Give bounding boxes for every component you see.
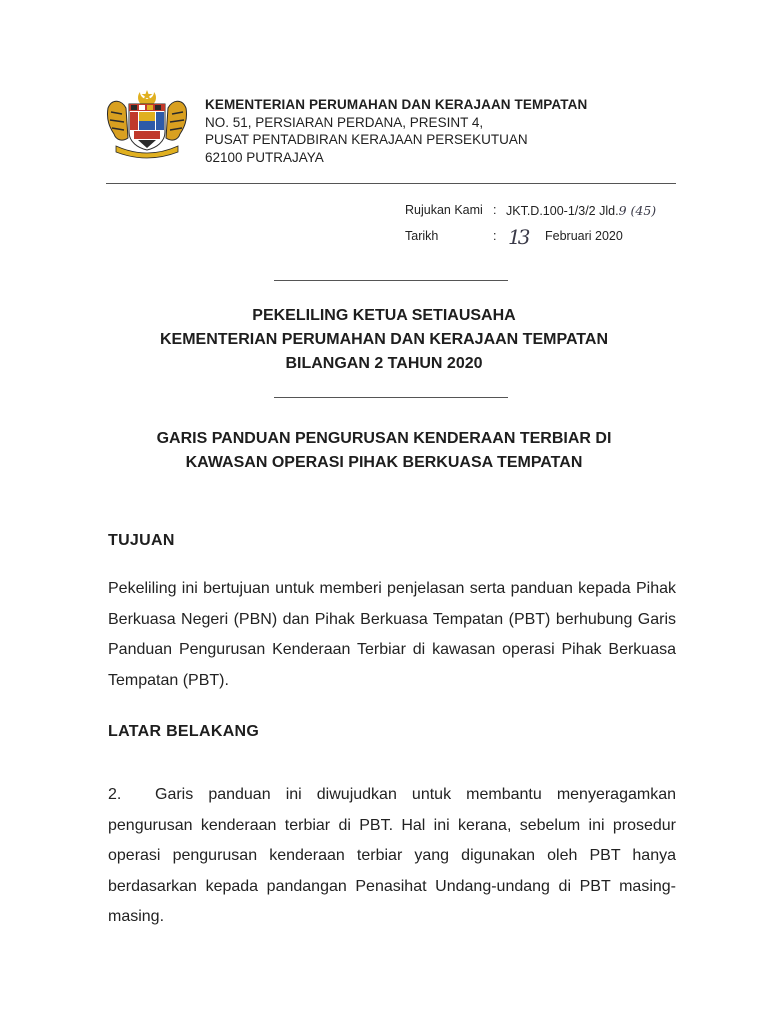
reference-handwritten: 9 (45) <box>618 203 657 218</box>
letterhead <box>205 96 587 166</box>
date-label: Tarikh <box>405 229 439 243</box>
paragraph-number: 2. <box>108 786 122 803</box>
date-colon: : <box>493 229 497 243</box>
section-heading-tujuan: TUJUAN <box>108 532 175 549</box>
address-line-1: NO. 51, PERSIARAN PERDANA, PRESINT 4, <box>205 114 484 130</box>
subject-line-1: GARIS PANDUAN PENGURUSAN KENDERAAN TERBIAR DI <box>156 430 612 447</box>
paragraph-tujuan: Pekeliling ini bertujuan untuk memberi penjelasan serta panduan kepada Pihak Berkuasa Negeri (PBN) dan Pihak Berkuasa Tempatan (PBT) berhubung Garis Panduan Pengurusan Kenderaan Terbiar di kawasan operasi Pihak Berkuasa Tempatan (PBT). <box>108 580 676 689</box>
reference-printed: JKT.D.100-1/3/2 Jld. <box>506 204 619 218</box>
reference-number <box>506 203 656 218</box>
title-bottom-divider <box>274 397 508 398</box>
paragraph-latar-belakang <box>108 780 676 933</box>
date-day-handwritten: 13 <box>508 225 528 249</box>
date-value: Februari 2020 <box>545 229 623 243</box>
subject-title <box>0 427 768 475</box>
reference-colon: : <box>493 203 497 217</box>
subject-line-2: KAWASAN OPERASI PIHAK BERKUASA TEMPATAN <box>185 454 583 471</box>
circular-title <box>0 304 768 376</box>
malaysia-coat-of-arms-icon <box>102 88 192 160</box>
address-line-3: 62100 PUTRAJAYA <box>205 149 324 165</box>
address-line-2: PUSAT PENTADBIRAN KERAJAAN PERSEKUTUAN <box>205 132 528 147</box>
circular-title-line-3: BILANGAN 2 TAHUN 2020 <box>285 355 483 372</box>
reference-label: Rujukan Kami <box>405 203 483 217</box>
circular-title-line-2: KEMENTERIAN PERUMAHAN DAN KERAJAAN TEMPATAN <box>160 331 608 348</box>
section-heading-latar-belakang: LATAR BELAKANG <box>108 723 260 740</box>
paragraph-latar-text: Garis panduan ini diwujudkan untuk membantu menyeragamkan pengurusan kenderaan terbiar di PBT. Hal ini kerana, sebelum ini prosedur operasi pengurusan kenderaan terbiar yang digunakan oleh PBT hanya berdasarkan kepada pandangan Penasihat Undang-undang di PBT masing-masing. <box>108 786 676 925</box>
ministry-name: KEMENTERIAN PERUMAHAN DAN KERAJAAN TEMPATAN <box>205 97 588 112</box>
title-top-divider <box>274 280 508 281</box>
header-divider <box>106 183 676 184</box>
circular-title-line-1: PEKELILING KETUA SETIAUSAHA <box>252 307 516 324</box>
